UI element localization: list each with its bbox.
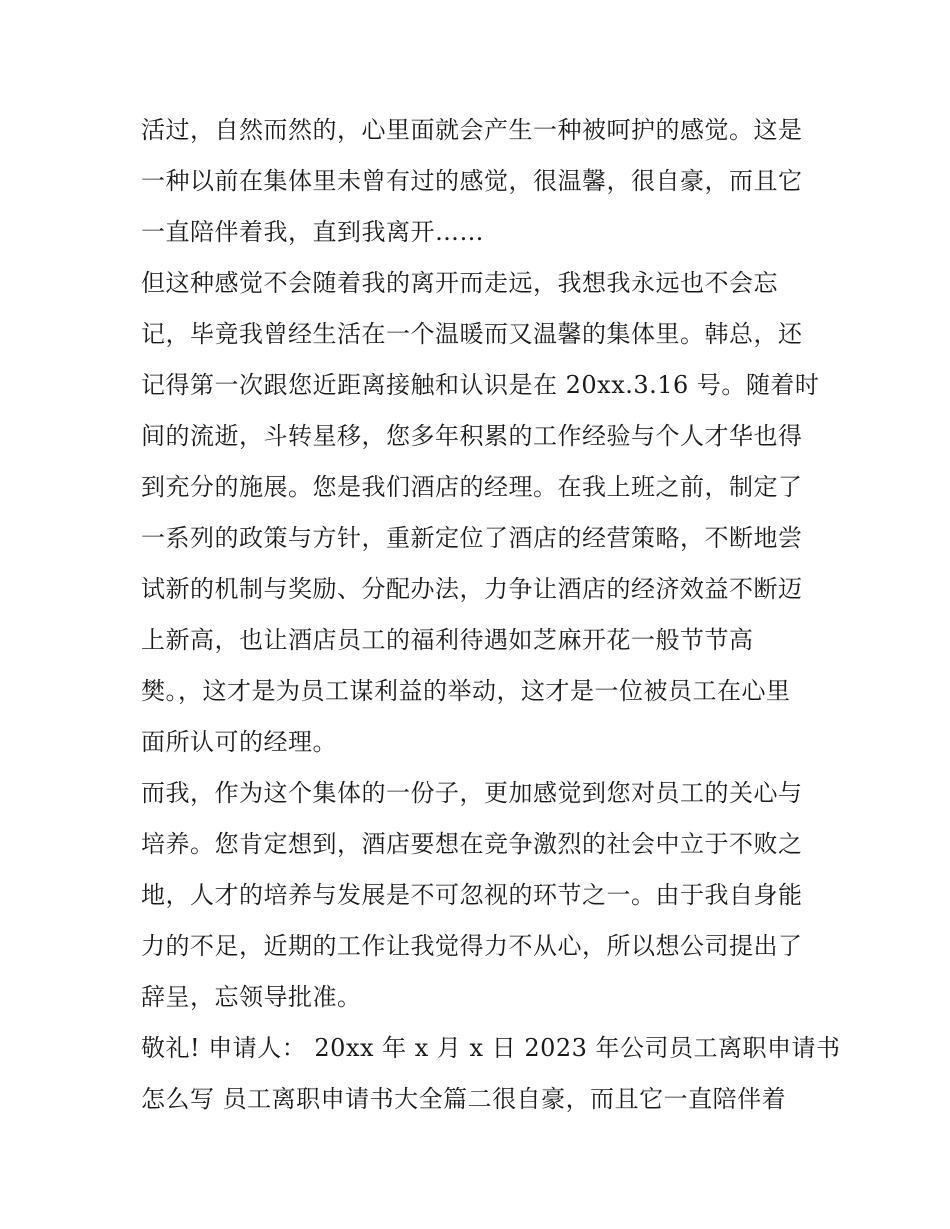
document-body (141, 105, 841, 1125)
text-line: 到充分的施展。您是我们酒店的经理。在我上班之前，制定了 (141, 473, 803, 501)
text-line: 但这种感觉不会随着我的离开而走远，我想我永远也不会忘 (141, 269, 778, 297)
text-line: 面所认可的经理。 (141, 728, 337, 756)
text-line: 活过，自然而然的，心里面就会产生一种被呵护的感觉。这是 (141, 116, 803, 144)
text-line: 上新高，也让酒店员工的福利待遇如芝麻开花一般节节高 (141, 626, 754, 654)
text-line: 记得第一次跟您近距离接触和认识是在 20xx.3.16 号。随着时 (141, 371, 820, 399)
text-line: 辞呈，忘领导批准。 (141, 983, 362, 1011)
text-line: 而我，作为这个集体的一份子，更加感觉到您对员工的关心与 (141, 779, 803, 807)
text-line: 一系列的政策与方针，重新定位了酒店的经营策略，不断地尝 (141, 524, 803, 552)
text-line: 培养。您肯定想到，酒店要想在竞争激烈的社会中立于不败之 (141, 830, 803, 858)
text-line: 地，人才的培养与发展是不可忽视的环节之一。由于我自身能 (141, 881, 803, 909)
text-line: 记，毕竟我曾经生活在一个温暖而又温馨的集体里。韩总，还 (141, 320, 803, 348)
text-line: 一直陪伴着我，直到我离开…… (141, 218, 484, 246)
text-line: 敬礼! 申请人： 20xx 年 x 月 x 日 2023 年公司员工离职申请书 (141, 1034, 841, 1062)
text-line: 力的不足，近期的工作让我觉得力不从心，所以想公司提出了 (141, 932, 803, 960)
text-line: 一种以前在集体里未曾有过的感觉，很温馨，很自豪，而且它 (141, 167, 803, 195)
text-line: 樊。，这才是为员工谋利益的举动，这才是一位被员工在心里 (141, 677, 791, 705)
text-line: 试新的机制与奖励、分配办法，力争让酒店的经济效益不断迈 (141, 575, 803, 603)
text-line: 间的流逝，斗转星移，您多年积累的工作经验与个人才华也得 (141, 422, 803, 450)
text-line: 怎么写 员工离职申请书大全篇二很自豪，而且它一直陪伴着 (141, 1085, 787, 1113)
